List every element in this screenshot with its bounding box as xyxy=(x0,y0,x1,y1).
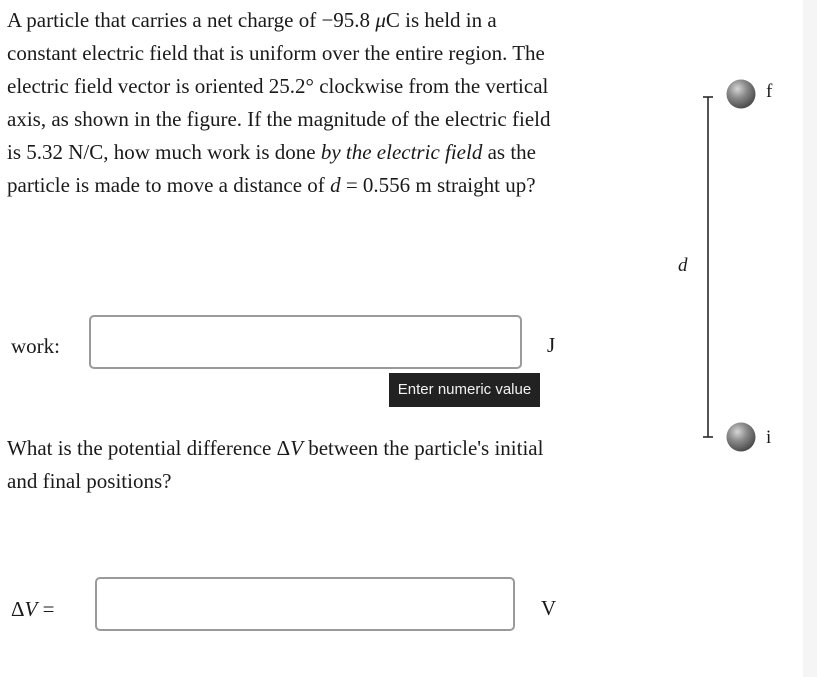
delta-v-label-delta: Δ xyxy=(11,597,25,621)
delta-v-label-equals: = xyxy=(37,597,55,621)
problem-statement xyxy=(7,4,567,202)
charge-unit: C xyxy=(385,8,400,32)
problem-body: is held in a constant electric field that is uniform over the entire region. The electric field vector is oriented 25.2° clockwise from the vertical axis, as shown in the figure. If the magnitude of the electric field is 5.32 N/C, how much work is done xyxy=(7,8,556,164)
distance-symbol: d xyxy=(330,173,341,197)
delta-v-unit: V xyxy=(541,596,557,620)
numeric-value-tooltip: Enter numeric value xyxy=(389,373,540,407)
charge-value: −95.8 xyxy=(321,8,371,32)
delta-v-label-symbol: V xyxy=(24,597,38,621)
potential-difference-question xyxy=(7,432,567,498)
displacement-figure xyxy=(660,70,800,470)
work-unit: J xyxy=(547,333,556,357)
question2-text-after: between the particle's initial and final positions? xyxy=(7,436,544,493)
distance-equation: = 0.556 m straight up? xyxy=(340,173,536,197)
question2-delta: Δ xyxy=(276,436,291,460)
delta-v-answer-input[interactable] xyxy=(95,577,515,631)
question2-text-before: What is the potential difference xyxy=(7,436,277,460)
distance-label: d xyxy=(678,255,688,276)
initial-position-label: i xyxy=(766,427,772,448)
work-label: work: xyxy=(11,334,60,358)
problem-body-continued: as the particle is made to move a distance of xyxy=(7,140,542,197)
final-position-particle xyxy=(727,80,756,109)
work-answer-input[interactable] xyxy=(89,315,522,369)
delta-v-label xyxy=(11,597,54,621)
problem-intro: A particle that carries a net charge of xyxy=(7,8,322,32)
final-position-label: f xyxy=(766,81,773,102)
initial-position-particle xyxy=(727,423,756,452)
problem-emphasis: by the electric field xyxy=(320,140,483,164)
right-scroll-gutter xyxy=(803,0,817,677)
question2-symbol: V xyxy=(290,436,303,460)
charge-unit-prefix: μ xyxy=(375,8,386,32)
